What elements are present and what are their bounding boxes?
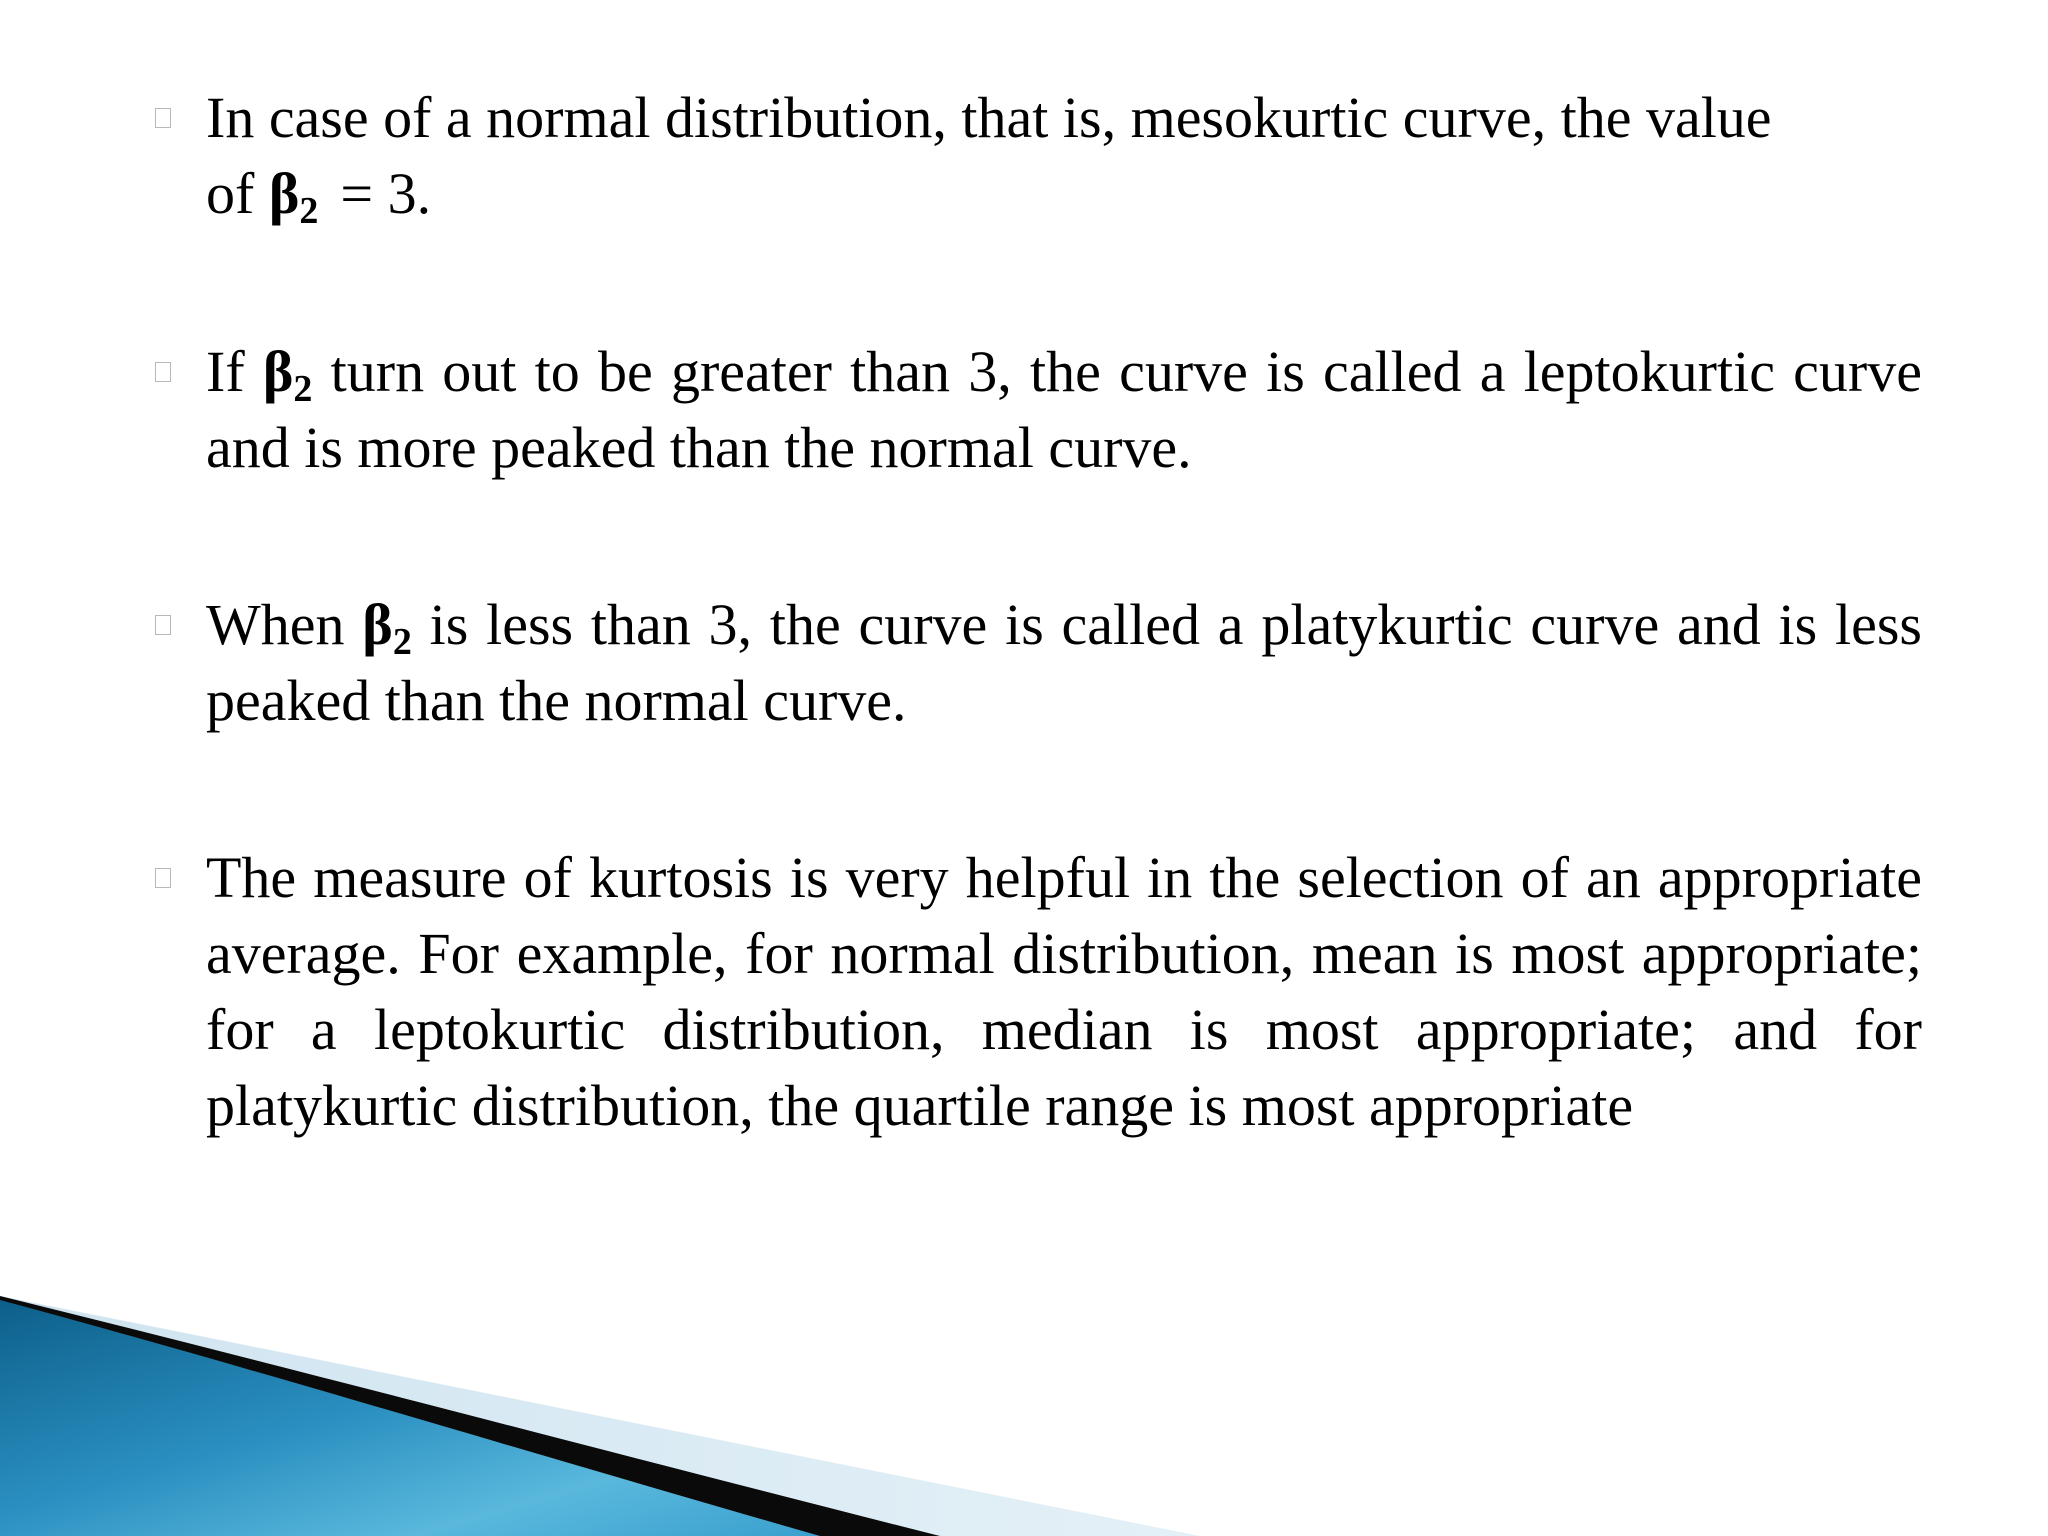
beta-subscript: 2 bbox=[299, 190, 319, 232]
bullet-text-suffix: = 3. bbox=[340, 161, 432, 226]
bullet-box-icon bbox=[155, 108, 171, 128]
beta-letter: β bbox=[362, 592, 393, 657]
beta-subscript: 2 bbox=[293, 368, 313, 410]
bullet-text-mesokurtic bbox=[206, 80, 1922, 232]
beta-symbol bbox=[268, 161, 319, 232]
bullet-text-prefix: of bbox=[206, 161, 269, 226]
bullet-text-leptokurtic bbox=[206, 334, 1922, 486]
beta-subscript: 2 bbox=[392, 621, 412, 663]
bullet-text-kurtosis-usage: The measure of kurtosis is very helpful in the selection of an appropriate average. For example, for normal distribution, mean is most appropriate; for a leptokurtic distribution, median is most appropriate; and for platykurtic distribution, the quartile range is most appropriate bbox=[206, 845, 1922, 1138]
bullet-box-icon bbox=[155, 615, 171, 635]
bullet-text-line: In case of a normal distribution, that is, mesokurtic curve, the value bbox=[206, 85, 1772, 150]
beta-symbol bbox=[262, 339, 313, 410]
beta-letter: β bbox=[262, 339, 294, 404]
bullet-text-suffix: turn out to be greater than 3, the curve is called a leptokurtic curve and is more peaked than the normal curve. bbox=[206, 339, 1922, 480]
bullet-box-icon bbox=[155, 362, 171, 382]
bullet-text-suffix: is less than 3, the curve is called a platykurtic curve and is less peaked than the normal curve. bbox=[206, 592, 1922, 733]
bullet-text-platykurtic bbox=[206, 587, 1922, 739]
bullet-text-prefix: When bbox=[206, 592, 363, 657]
beta-letter: β bbox=[268, 161, 300, 226]
bullet-box-icon bbox=[155, 868, 171, 888]
beta-symbol bbox=[362, 592, 412, 663]
bullet-text-prefix: If bbox=[206, 339, 263, 404]
